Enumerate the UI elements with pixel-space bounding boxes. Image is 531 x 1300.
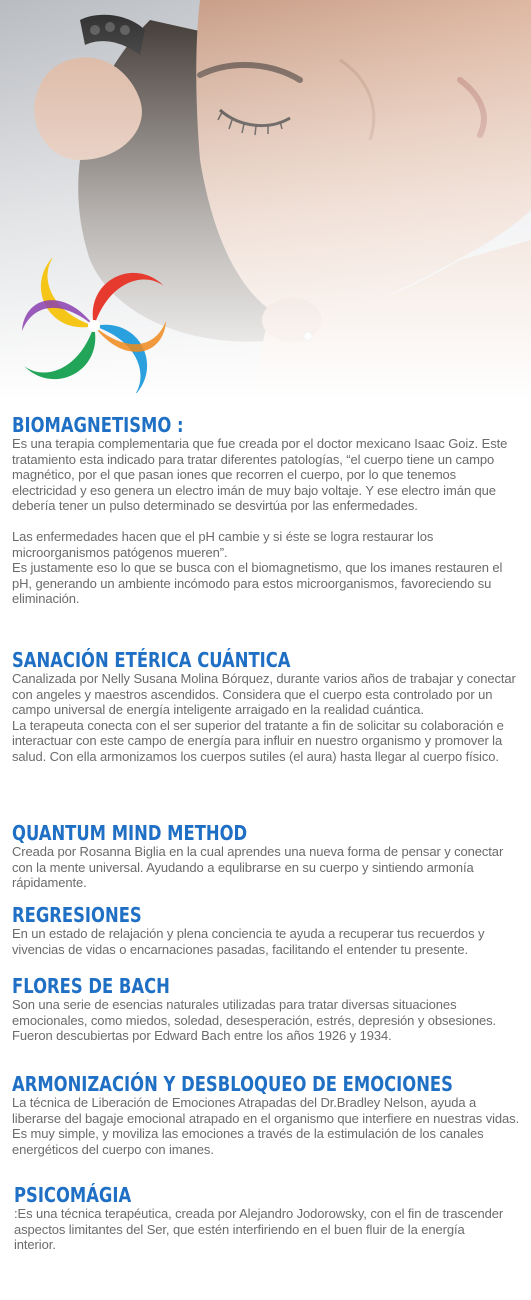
- section-text: En un estado de relajación y plena conciencia te ayuda a recuperar tus recuerdos y vivencias de vidas o encarnaciones pasadas, facilitando el entender tu presente.: [12, 926, 485, 957]
- section-title: SANACIÓN ETÉRICA CUÁNTICA: [12, 648, 291, 672]
- section-text: Fueron descubiertas por Edward Bach entre los años 1926 y 1934.: [12, 1028, 392, 1044]
- section-title: BIOMAGNETISMO :: [12, 413, 184, 437]
- section-flores-de-bach: [12, 975, 524, 1044]
- section-title: ARMONIZACIÓN Y DESBLOQUEO DE EMOCIONES: [12, 1072, 453, 1096]
- section-biomagnetismo: [12, 414, 524, 607]
- section-text: La terapeuta conecta con el ser superior del tratante a fin de solicitar su colaboración e interactuar con este campo de energía para influir en nuestro organismo y promover la salud. Con ella armonizamos los cuerpos sutiles (el aura) hasta llegar al cuerpo físico.: [12, 717, 504, 764]
- section-text: La técnica de Liberación de Emociones Atrapadas del Dr.Bradley Nelson, ayuda a liberarse del bagaje emocional atrapado en el organismo que interfiere en nuestras vidas. Es muy simple, y moviliza las emociones a través de la estimulación de los canales energéticos del cuerpo con imanes.: [12, 1095, 520, 1157]
- section-psicomagia: [14, 1184, 526, 1253]
- section-text: Es una terapia complementaria que fue creada por el doctor mexicano Isaac Goiz. Este tratamiento esta indicado para tratar diferentes patologías, “el cuerpo tiene un campo magnético, por el que pasan iones que recorren el cuerpo, por lo que tenemos electricidad y eso genera un electro imán de muy bajo voltaje. Y ese electro imán que debería tener un pulso determinado se desvirtúa por las enfermedades.: [12, 436, 508, 514]
- section-title: REGRESIONES: [12, 903, 142, 927]
- section-quantum-mind-method: [12, 822, 524, 891]
- section-regresiones: [12, 904, 524, 957]
- section-text: Creada por Rosanna Biglia en la cual aprendes una nueva forma de pensar y conectar con la mente universal. Ayudando a equlibrarse en su cuerpo y sintiendo armonía rápidamente.: [12, 844, 504, 891]
- section-armonizacion-desbloqueo: [12, 1073, 524, 1157]
- section-text: Es justamente eso lo que se busca con el biomagnetismo, que los imanes restauren el pH, generando un ambiente incómodo para estos microorganismos, favoreciendo su eliminación.: [12, 560, 503, 607]
- section-text: :Es una técnica terapéutica, creada por Alejandro Jodorowsky, con el fin de trascender aspectos limitantes del Ser, que estén interfiriendo en el buen fluir de la energía: [14, 1206, 504, 1237]
- section-title: FLORES DE BACH: [12, 974, 170, 998]
- section-title: PSICOMÁGIA: [14, 1183, 132, 1207]
- section-text: Son una serie de esencias naturales utilizadas para tratar diversas situaciones emocionales, como miedos, soledad, desesperación, estrés, depresión y obsesiones.: [12, 997, 497, 1028]
- section-text: interior.: [14, 1237, 56, 1253]
- section-sanacion-eterica-cuantica: [12, 649, 524, 765]
- section-text: Canalizada por Nelly Susana Molina Bórquez, durante varios años de trabajar y conectar con angeles y maestros ascendidos. Considera que el cuerpo esta controlado por un campo universal de energía inteligente arraigado en la realidad cuántica.: [12, 671, 516, 718]
- section-text: Las enfermedades hacen que el pH cambie y si éste se logra restaurar los microorganismos patógenos mueren”.: [12, 528, 434, 560]
- section-title: QUANTUM MIND METHOD: [12, 821, 248, 845]
